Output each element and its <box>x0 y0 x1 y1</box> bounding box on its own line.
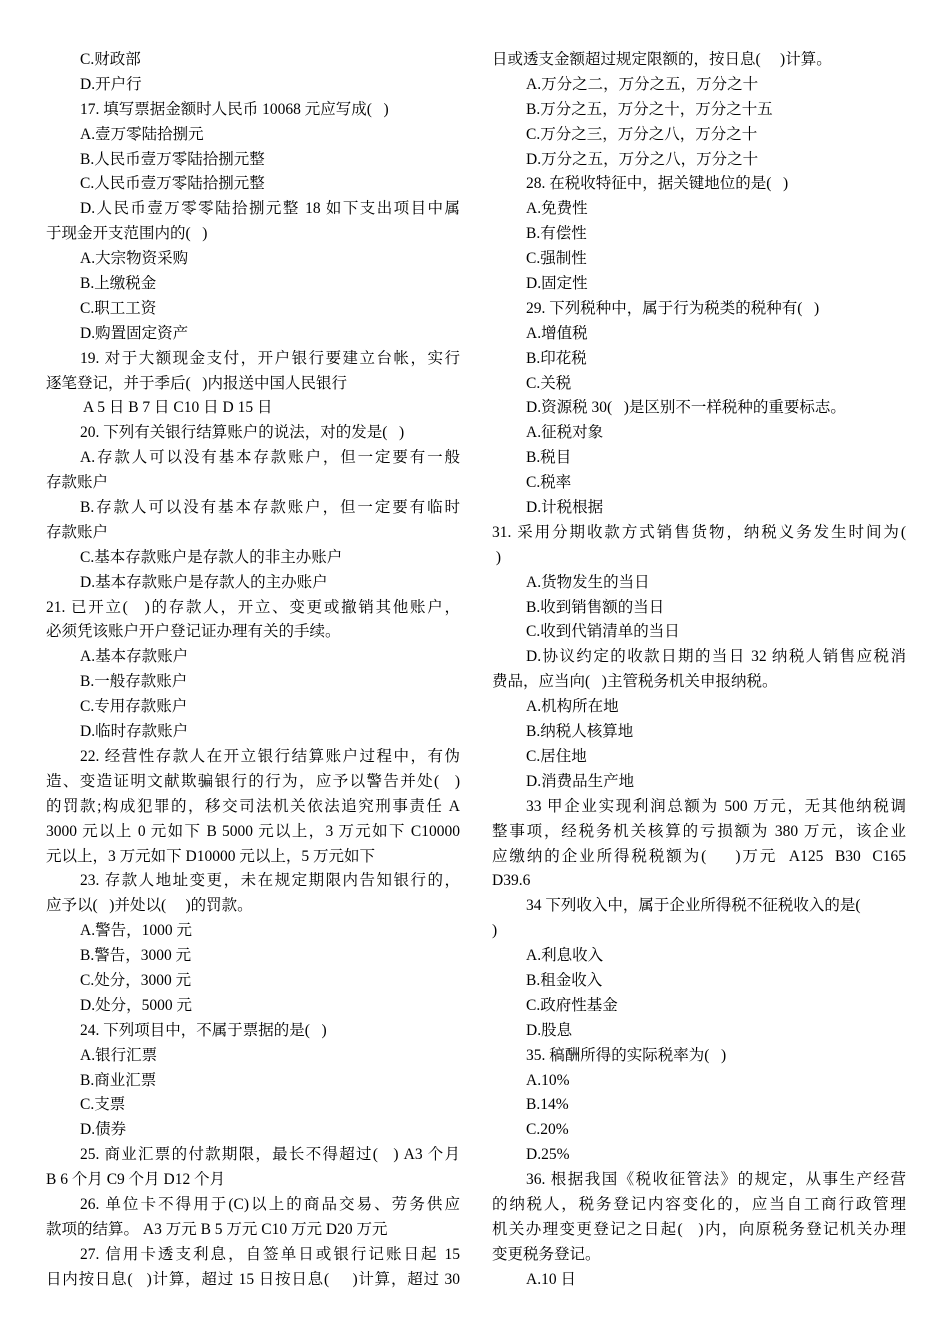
text-line: A.存款人可以没有基本存款账户，但一定要有一般 <box>80 449 460 467</box>
text-line: 28. 在税收特征中，据关键地位的是( ) <box>526 175 789 193</box>
text-line: B.一般存款账户 <box>80 673 188 691</box>
text-line: C.万分之三，万分之八，万分之十 <box>526 125 758 143</box>
text-line: 变更税务登记。 <box>492 1245 601 1263</box>
text-line: 必须凭该账户开户登记证办理有关的手续。 <box>46 623 341 641</box>
text-line: B.万分之五，万分之十，万分之十五 <box>526 100 773 118</box>
text-line: B.有偿性 <box>526 225 587 243</box>
text-line: A.壹万零陆拾捌元 <box>80 125 204 143</box>
text-line: 24. 下列项目中，不属于票据的是( ) <box>80 1021 327 1039</box>
text-line: D.资源税 30( )是区别不一样税种的重要标志。 <box>526 399 846 417</box>
text-line: B.存款人可以没有基本存款账户，但一定要有临时 <box>80 499 460 517</box>
text-line: 20. 下列有关银行结算账户的说法，对的发是( ) <box>80 424 405 442</box>
text-line: 存款账户 <box>46 523 109 541</box>
text-line: C.关税 <box>526 374 572 392</box>
text-line: 应予以( )并处以( )的罚款。 <box>46 897 253 915</box>
text-line: 22. 经营性存款人在开立银行结算账户过程中，有伪 <box>80 747 460 765</box>
text-line: A.警告，1000 元 <box>80 922 192 940</box>
text-line: A.基本存款账户 <box>80 648 189 666</box>
text-line: ) <box>492 548 502 566</box>
text-line: C.居住地 <box>526 747 587 765</box>
text-line: 的罚款;构成犯罪的，移交司法机关依法追究刑事责任 A <box>46 797 460 815</box>
text-line: C.强制性 <box>526 250 587 268</box>
text-line: 于现金开支范围内的( ) <box>46 225 208 243</box>
text-line: A.10 日 <box>526 1270 576 1288</box>
text-line: B.收到销售额的当日 <box>526 598 665 616</box>
text-line: 21. 已开立( )的存款人，开立、变更或撤销其他账户， <box>46 598 460 616</box>
text-line: A 5 日 B 7 日 C10 日 D 15 日 <box>83 399 273 417</box>
text-line: D.购置固定资产 <box>80 324 189 342</box>
text-line: D.人民币壹万零零陆拾捌元整 18 如下支出项目中属 <box>80 200 460 218</box>
text-line: 17. 填写票据金额时人民币 10068 元应写成( ) <box>80 100 389 118</box>
text-line: 26. 单位卡不得用于(C)以上的商品交易、劳务供应 <box>80 1195 460 1213</box>
text-line: B.纳税人核算地 <box>526 723 634 741</box>
text-line: B.商业汇票 <box>80 1071 157 1089</box>
text-line: 31. 采用分期收款方式销售货物，纳税义务发生时间为( <box>492 523 906 541</box>
text-line: 的纳税人，税务登记内容变化的，应当自工商行政管理 <box>492 1195 906 1213</box>
text-line: C.人民币壹万零陆拾捌元整 <box>80 175 265 193</box>
text-line: C.基本存款账户是存款人的非主办账户 <box>80 548 343 566</box>
text-line: 应缴纳的企业所得税税额为( )万元 A125 B30 C165 <box>492 847 906 865</box>
text-line: D.万分之五，万分之八，万分之十 <box>526 150 759 168</box>
text-line: 3000 元以上 0 元如下 B 5000 元以上，3 万元如下 C10000 <box>46 822 460 840</box>
text-line: B.警告，3000 元 <box>80 947 192 965</box>
text-line: D.股息 <box>526 1021 573 1039</box>
text-line: A.货物发生的当日 <box>526 573 650 591</box>
text-line: D.计税根据 <box>526 499 604 517</box>
text-line: A.10% <box>526 1071 570 1089</box>
text-line: D.处分，5000 元 <box>80 996 192 1014</box>
text-line: A.机构所在地 <box>526 698 619 716</box>
text-line: D39.6 <box>492 872 531 890</box>
text-line: 款项的结算。 A3 万元 B 5 万元 C10 万元 D20 万元 <box>46 1220 388 1238</box>
text-line: D.临时存款账户 <box>80 723 189 741</box>
text-line: C.政府性基金 <box>526 996 618 1014</box>
right-column <box>492 48 906 1293</box>
text-line: 日内按日息( )计算，超过 15 日按日息( )计算，超过 30 <box>46 1270 460 1288</box>
text-line: D.消费品生产地 <box>526 772 635 790</box>
text-line: ) <box>492 922 498 940</box>
text-line: 费品，应当向( )主管税务机关申报纳税。 <box>492 673 778 691</box>
text-line: C.收到代销清单的当日 <box>526 623 680 641</box>
text-line: D.25% <box>526 1146 570 1164</box>
text-line: A.增值税 <box>526 324 588 342</box>
text-line: A.征税对象 <box>526 424 604 442</box>
text-line: B.印花税 <box>526 349 587 367</box>
left-column <box>46 48 460 1293</box>
text-line: 逐笔登记，并于季后( )内报送中国人民银行 <box>46 374 347 392</box>
text-line: D.基本存款账户是存款人的主办账户 <box>80 573 328 591</box>
text-line: 机关办理变更登记之日起( )内，向原税务登记机关办理 <box>492 1220 906 1238</box>
text-line: 整事项，经税务机关核算的亏损额为 380 万元，该企业 <box>492 822 906 840</box>
text-line: D.固定性 <box>526 275 588 293</box>
text-line: D.开户行 <box>80 75 142 93</box>
text-line: 元以上，3 万元如下 D10000 元以上，5 万元如下 <box>46 847 375 865</box>
text-line: 27. 信用卡透支利息，自签单日或银行记账日起 15 <box>80 1245 460 1263</box>
text-line: 36. 根据我国《税收征管法》的规定，从事生产经营 <box>526 1171 906 1189</box>
text-line: B 6 个月 C9 个月 D12 个月 <box>46 1171 226 1189</box>
text-line: A.利息收入 <box>526 947 604 965</box>
text-line: D.债券 <box>80 1121 127 1139</box>
text-line: 34 下列收入中，属于企业所得税不征税收入的是( <box>526 897 861 915</box>
text-line: 存款账户 <box>46 474 109 492</box>
text-line: C.财政部 <box>80 51 141 68</box>
text-line: B.税目 <box>526 449 572 467</box>
text-line: 35. 稿酬所得的实际税率为( ) <box>526 1046 727 1064</box>
text-line: B.人民币壹万零陆拾捌元整 <box>80 150 265 168</box>
text-line: C.处分，3000 元 <box>80 971 192 989</box>
text-line: 29. 下列税种中，属于行为税类的税种有( ) <box>526 299 820 317</box>
text-line: 25. 商业汇票的付款期限，最长不得超过( ) A3 个月 <box>80 1146 460 1164</box>
text-line: C.专用存款账户 <box>80 698 188 716</box>
text-line: 19. 对于大额现金支付，开户银行要建立台帐，实行 <box>80 349 460 367</box>
text-line: B.14% <box>526 1096 569 1114</box>
text-line: 造、变造证明文献欺骗银行的行为，应予以警告并处( ) <box>46 772 460 790</box>
text-line: B.上缴税金 <box>80 275 157 293</box>
text-line: A.万分之二，万分之五，万分之十 <box>526 75 759 93</box>
text-line: A.银行汇票 <box>80 1046 158 1064</box>
text-line: A.免费性 <box>526 200 588 218</box>
text-line: C.20% <box>526 1121 569 1139</box>
text-line: C.职工工资 <box>80 299 157 317</box>
text-line: D.协议约定的收款日期的当日 32 纳税人销售应税消 <box>526 648 906 666</box>
text-line: B.租金收入 <box>526 971 603 989</box>
text-line: A.大宗物资采购 <box>80 250 189 268</box>
text-line: 日或透支金额超过规定限额的，按日息( )计算。 <box>492 51 832 68</box>
text-line: C.税率 <box>526 474 572 492</box>
text-line: 23. 存款人地址变更，未在规定期限内告知银行的， <box>80 872 460 890</box>
text-line: C.支票 <box>80 1096 126 1114</box>
text-line: 33 甲企业实现利润总额为 500 万元，无其他纳税调 <box>526 797 906 815</box>
